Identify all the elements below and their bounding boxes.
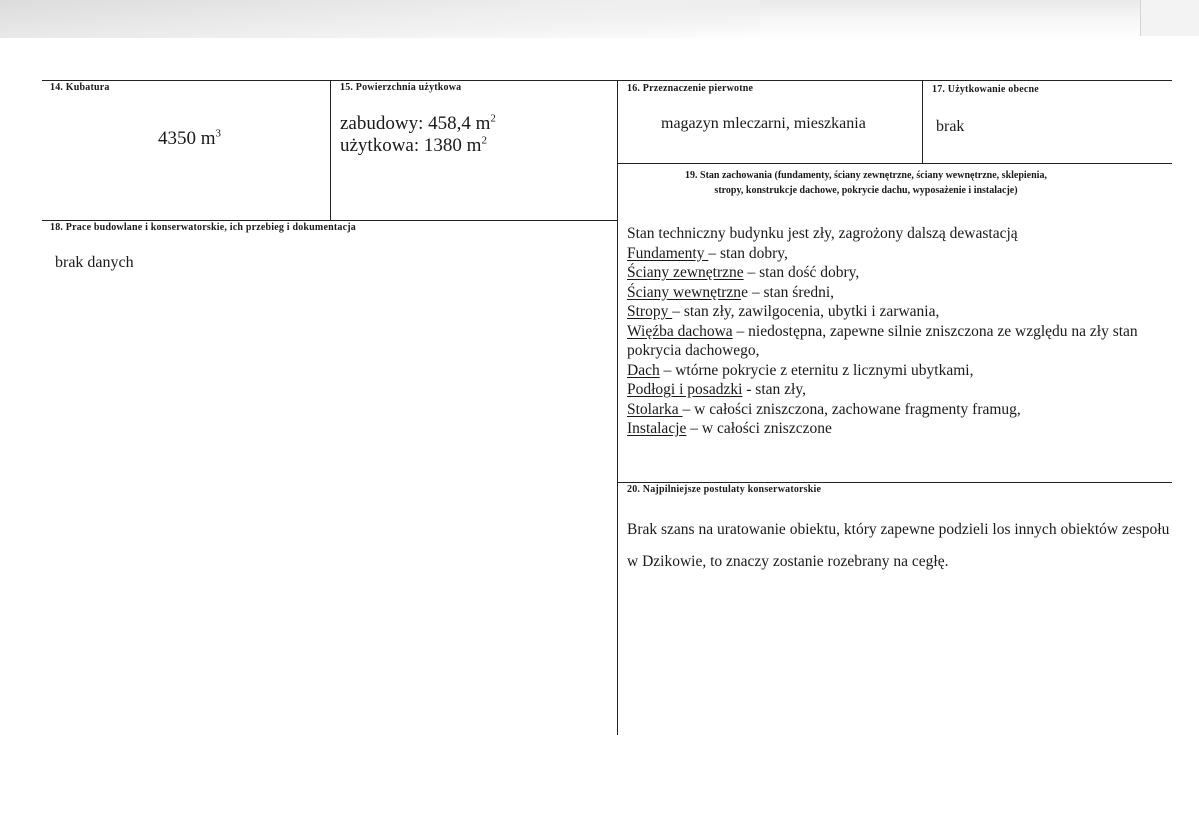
przeznaczenie-value: magazyn mleczarni, mieszkania (661, 115, 866, 132)
postulaty-header: 20. Najpilniejsze postulaty konserwatorskie (627, 484, 822, 495)
scan-fold (0, 0, 760, 38)
kubatura-header: 14. Kubatura (50, 82, 110, 93)
divider-15-16 (617, 80, 618, 735)
stan-item-text: – stan dość dobry, (743, 264, 860, 281)
stan-item-text: e – stan średni, (741, 283, 835, 301)
scan-corner (1140, 0, 1199, 36)
przeznaczenie-header: 16. Przeznaczenie pierwotne (627, 83, 754, 94)
stan-header (627, 168, 1105, 198)
stan-item-stropy (627, 302, 1172, 322)
stan-header-line2: stropy, konstrukcje dachowe, pokrycie dachu, wyposażenie i instalacje) (714, 185, 1018, 196)
prace-value: brak danych (55, 254, 134, 271)
stan-item-label: Instalacje (627, 420, 687, 437)
postulaty-value: Brak szans na uratowanie obiektu, który zapewne podzieli los innych obiektów zespołu w Dzikowie, to znaczy zostanie rozebrany na cegłę. (627, 521, 1170, 570)
powierzchnia-uzytkowa-text: użytkowa: 1380 m (340, 135, 482, 156)
stan-list (627, 224, 1172, 439)
stan-intro: Stan techniczny budynku jest zły, zagrożony dalszą dewastacją (627, 225, 1018, 242)
divider-16-17 (922, 80, 923, 163)
stan-item-label: Więźba dachowa (627, 322, 733, 340)
powierzchnia-uzytkowa (340, 135, 487, 157)
border-above-18 (42, 220, 618, 221)
stan-item-label: Stropy (627, 303, 673, 320)
stan-item-text: – w całości zniszczone (686, 420, 832, 437)
table-top-border (42, 80, 1172, 81)
stan-item-label: Podłogi i posadzki (627, 381, 743, 398)
divider-14-15 (330, 80, 331, 220)
stan-item-label: Dach (627, 361, 660, 379)
prace-header: 18. Prace budowlane i konserwatorskie, ich przebieg i dokumentacja (50, 222, 356, 233)
stan-item-stolarka (627, 400, 1172, 420)
stan-item-podlogi (627, 380, 1172, 400)
kubatura-value-text: 4350 m (158, 128, 216, 149)
stan-item-text: – stan zły, zawilgocenia, ubytki i zarwania, (672, 303, 940, 320)
stan-item-sciany-wewnetrzne (627, 283, 1172, 303)
stan-item-fundamenty (627, 244, 1172, 264)
stan-item-text: – wtórne pokrycie z eternitu z licznymi ubytkami, (659, 361, 974, 379)
stan-item-text: – stan dobry, (708, 244, 788, 262)
stan-header-line1: 19. Stan zachowania (fundamenty, ściany zewnętrzne, ściany wewnętrzne, sklepienia, (685, 170, 1047, 181)
powierzchnia-header: 15. Powierzchnia użytkowa (340, 82, 462, 93)
powierzchnia-uzytkowa-sup: 2 (481, 134, 487, 147)
stan-item-wiezba (627, 322, 1172, 361)
stan-item-text: – w całości zniszczona, zachowane fragmenty framug, (682, 400, 1021, 418)
stan-item-label: Stolarka (627, 400, 683, 418)
uzytkowanie-value: brak (936, 118, 965, 135)
powierzchnia-zabudowy-sup: 2 (490, 112, 496, 125)
stan-item-text: - stan zły, (742, 381, 806, 398)
stan-item-label: Fundamenty (627, 244, 709, 262)
border-below-16-17 (617, 163, 1172, 164)
kubatura-value-sup: 3 (215, 127, 222, 140)
kubatura-value (158, 128, 221, 150)
stan-item-sciany-zewnetrzne (627, 263, 1172, 283)
stan-item-text: – niedostępna, zapewne silnie zniszczona ze względu na zły stan pokrycia dachowego, (627, 322, 1138, 359)
stan-item-instalacje (627, 419, 1172, 439)
stan-item-label: Ściany wewnętrzn (627, 283, 742, 301)
border-above-20 (617, 482, 1172, 483)
powierzchnia-zabudowy (340, 113, 496, 135)
stan-item-dach (627, 361, 1172, 381)
stan-item-label: Ściany zewnętrzne (627, 264, 744, 281)
powierzchnia-zabudowy-text: zabudowy: 458,4 m (340, 113, 491, 134)
uzytkowanie-header: 17. Użytkowanie obecne (932, 84, 1039, 95)
